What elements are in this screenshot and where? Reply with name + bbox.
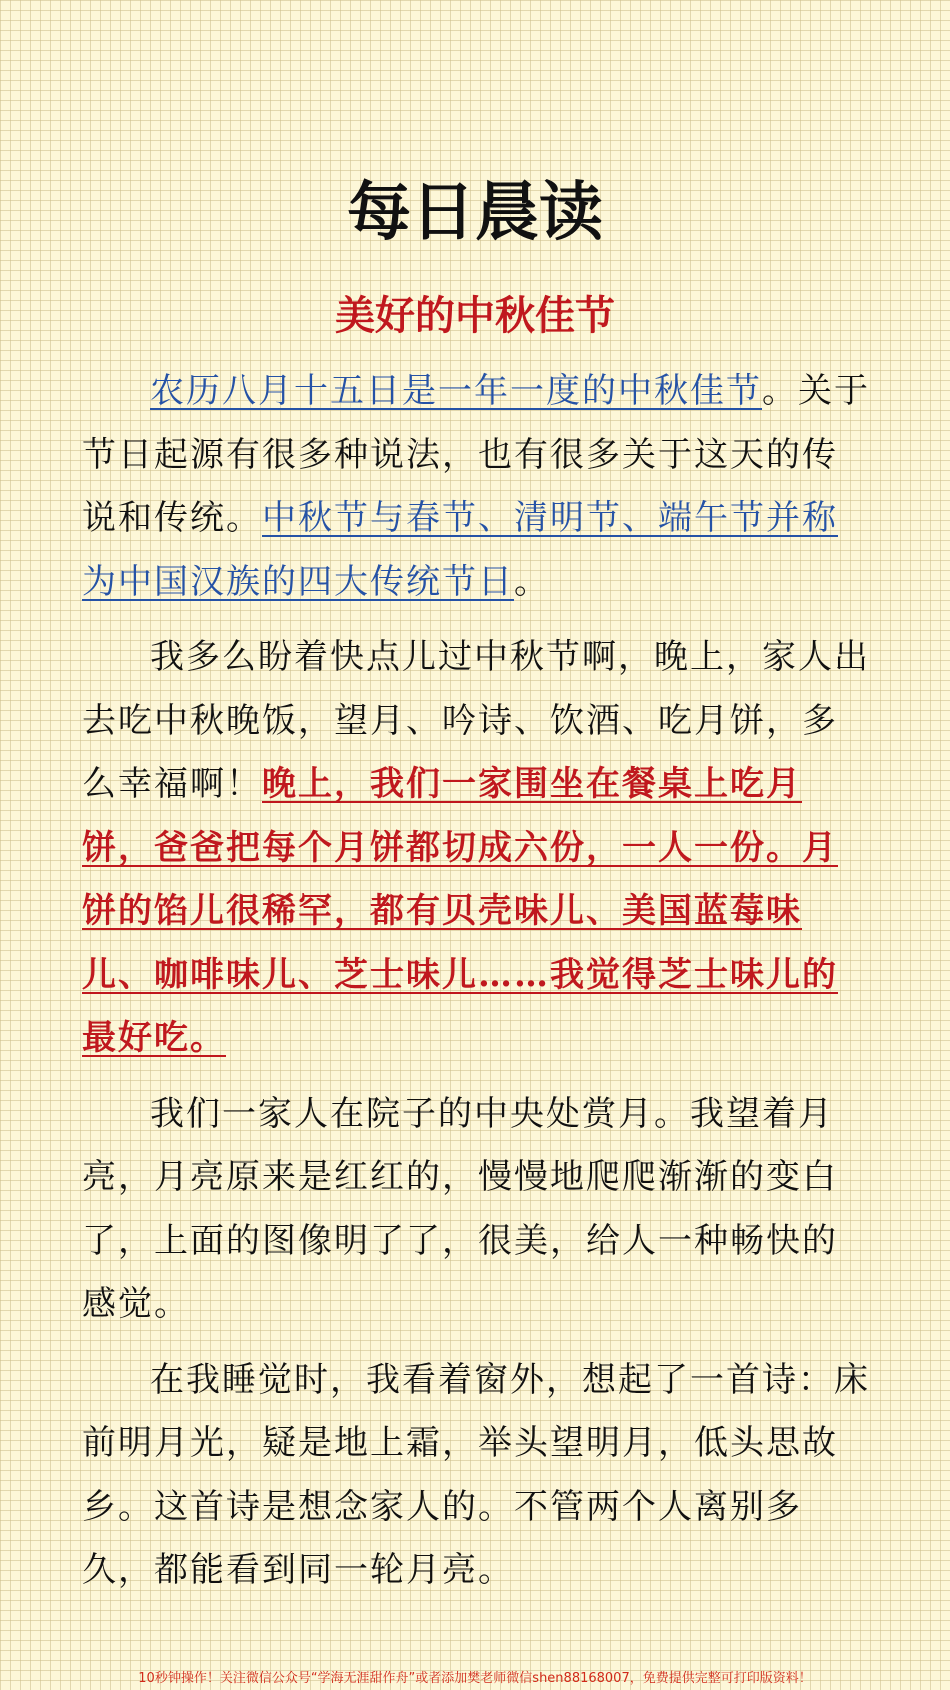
article-subtitle: 美好的中秋佳节 [335, 292, 615, 339]
page-title: 每日晨读 [347, 176, 603, 250]
paragraph-2-text: 我多么盼着快点儿过中秋节啊，晚上，家人出去吃中秋晚饭，望月、吟诗、饮酒、吃月饼，多么幸福啊！ [82, 637, 870, 804]
footer-notice: 10秒钟操作！关注微信公众号“学海无涯甜作舟”或者添加樊老师微信shen88168007，免费提供完整可打印版资料！ [138, 1671, 812, 1686]
paragraph-4: 在我睡觉时，我看着窗外，想起了一首诗：床前明月光，疑是地上霜，举头望明月，低头思故乡。这首诗是想念家人的。不管两个人离别多久，都能看到同一轮月亮。 [82, 1359, 870, 1590]
paragraph-1 [82, 360, 872, 614]
highlight-red: 晚上，我们一家围坐在餐桌上吃月饼，爸爸把每个月饼都切成六份，一人一份。月饼的馅儿很稀罕，都有贝壳味儿、美国蓝莓味儿、咖啡味儿、芝士味儿……我觉得芝士味儿的最好吃。 [82, 764, 838, 1058]
highlight-blue-2: 中秋节与春节、清明节、端午节并称为中国汉族的四大传统节日 [82, 498, 838, 602]
paragraph-3: 我们一家人在院子的中央处赏月。我望着月亮，月亮原来是红红的，慢慢地爬爬渐渐的变白了，上面的图像明了了，很美，给人一种畅快的感觉。 [82, 1093, 838, 1324]
highlight-blue-1: 农历八月十五日是一年一度的中秋佳节 [150, 371, 762, 411]
paragraph-2 [82, 626, 872, 1071]
paragraph-1-text-b: 。 [514, 561, 550, 602]
article-body [82, 360, 872, 1615]
paragraph-1-text-a: 。关于节日起源有很多种说法，也有很多关于这天的传说和传统。 [82, 371, 870, 538]
